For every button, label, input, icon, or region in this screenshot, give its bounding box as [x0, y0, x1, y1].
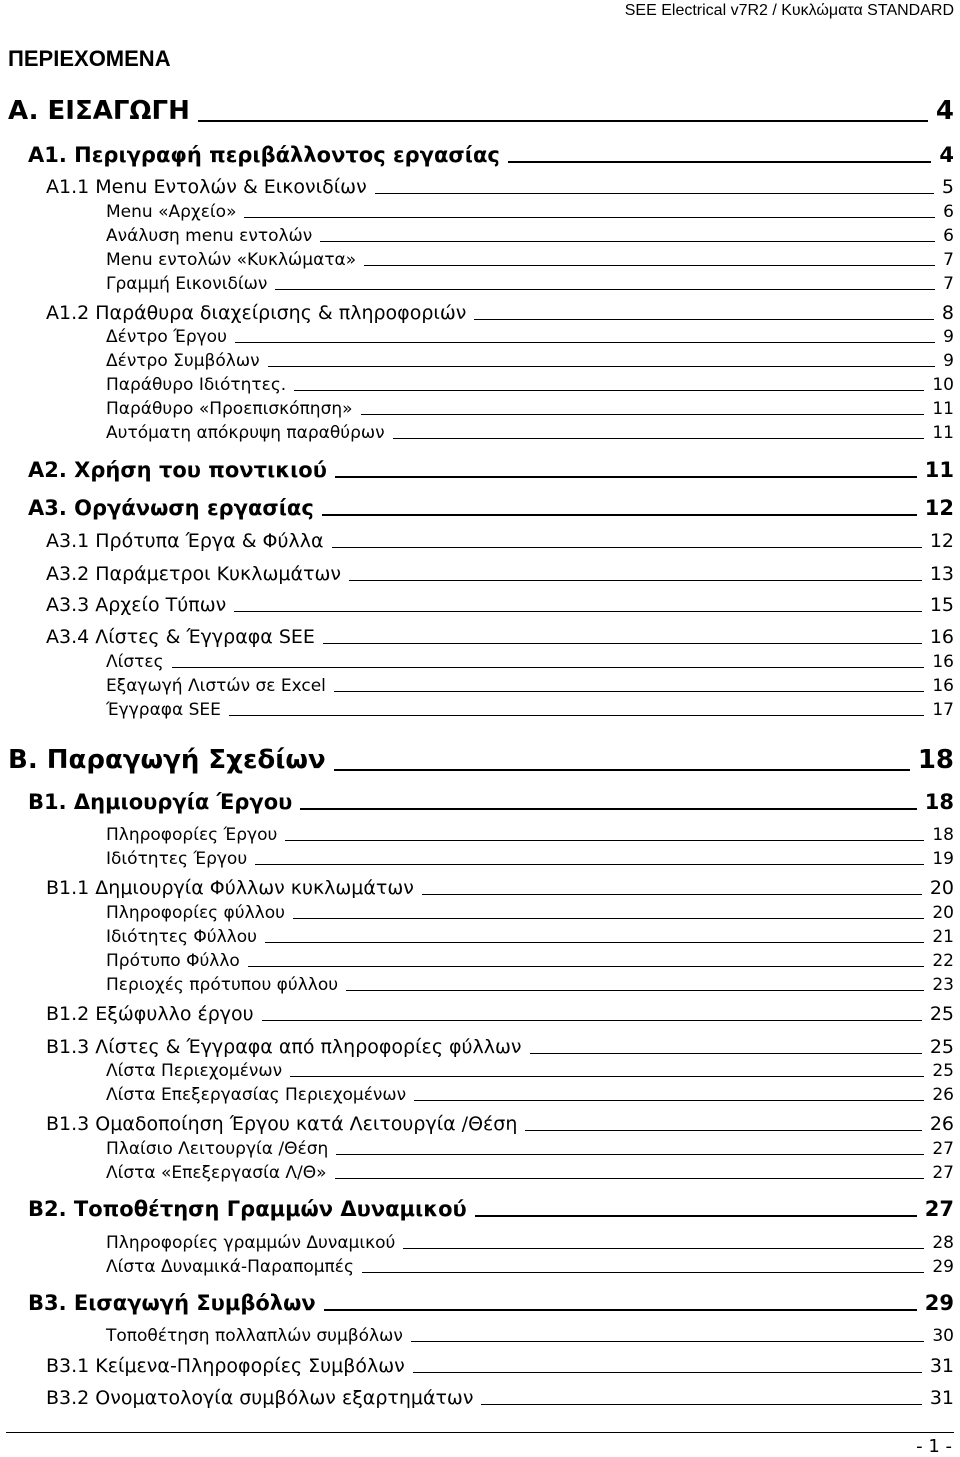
toc-entry[interactable] — [46, 1387, 954, 1409]
dot-leader — [334, 691, 924, 692]
toc-entry-title: Ιδιότητες Φύλλου — [106, 927, 257, 947]
toc-entry-page: 9 — [943, 327, 954, 347]
toc-entry[interactable] — [106, 1233, 954, 1253]
dot-leader — [332, 547, 922, 548]
toc-entry-title: A3.2 Παράμετροι Κυκλωμάτων — [46, 563, 341, 585]
toc-entry-page: 22 — [932, 951, 954, 971]
toc-entry-page: 11 — [924, 458, 954, 482]
toc-entry-page: 31 — [929, 1355, 954, 1377]
dot-leader — [234, 611, 922, 612]
toc-entry[interactable] — [106, 1326, 954, 1346]
dot-leader — [336, 1154, 924, 1155]
toc-entry[interactable] — [46, 1003, 954, 1025]
toc-entry-page: 20 — [932, 903, 954, 923]
toc-entry[interactable] — [106, 825, 954, 845]
dot-leader — [361, 414, 925, 415]
toc-entry-page: 11 — [932, 399, 954, 419]
toc-entry-page: 8 — [941, 302, 954, 324]
dot-leader — [320, 241, 935, 242]
dot-leader — [290, 1076, 924, 1077]
toc-entry-page: 6 — [943, 226, 954, 246]
toc-entry-title: Λίστες — [106, 652, 164, 672]
dot-leader — [475, 1215, 917, 1217]
toc-entry-page: 18 — [932, 825, 954, 845]
toc-entry[interactable] — [46, 1355, 954, 1377]
toc-entry-page: 26 — [932, 1085, 954, 1105]
toc-entry[interactable] — [106, 849, 954, 869]
toc-entry-title: Πληροφορίες Έργου — [106, 825, 278, 845]
toc-entry[interactable] — [106, 1139, 954, 1159]
toc-entry-title: Menu «Αρχείο» — [106, 202, 237, 222]
toc-entry-title: B1.3 Ομαδοποίηση Έργου κατά Λειτουργία /Θέση — [46, 1113, 518, 1135]
toc-entry-page: 25 — [929, 1003, 954, 1025]
toc-entry-title: Τοποθέτηση πολλαπλών συμβόλων — [106, 1326, 403, 1346]
toc-entry-title: A2. Χρήση του ποντικιού — [28, 458, 327, 482]
toc-entry-title: Menu εντολών «Κυκλώματα» — [106, 250, 357, 270]
toc-entry-title: Λίστα «Επεξεργασία Λ/Θ» — [106, 1163, 327, 1183]
dot-leader — [248, 966, 925, 967]
dot-leader — [324, 1309, 917, 1311]
toc-entry[interactable] — [106, 975, 954, 995]
toc-entry-page: 28 — [932, 1233, 954, 1253]
footer-divider — [6, 1432, 954, 1433]
toc-entry-title: A1.1 Menu Εντολών & Εικονιδίων — [46, 176, 367, 198]
toc-entry-page: 9 — [943, 351, 954, 371]
toc-entry-title: Γραμμή Εικονιδίων — [106, 274, 268, 294]
toc-entry[interactable] — [106, 250, 954, 270]
toc-entry[interactable] — [106, 1163, 954, 1183]
toc-entry-title: A1. Περιγραφή περιβάλλοντος εργασίας — [28, 143, 500, 167]
toc-entry-title: Παράθυρο Ιδιότητες. — [106, 375, 287, 395]
toc-entry-page: 6 — [943, 202, 954, 222]
toc-entry-page: 16 — [929, 626, 954, 648]
page-number: - 1 - — [916, 1436, 952, 1457]
toc-entry[interactable] — [106, 903, 954, 923]
dot-leader — [393, 438, 925, 439]
toc-entry-title: Έγγραφα SEE — [106, 700, 221, 720]
toc-title: ΠΕΡΙΕΧΟΜΕΝΑ — [8, 46, 171, 71]
dot-leader — [285, 840, 924, 841]
toc-entry-page: 27 — [924, 1197, 954, 1221]
toc-entry-title: B1.3 Λίστες & Έγγραφα από πληροφορίες φύλλων — [46, 1036, 522, 1058]
dot-leader — [323, 643, 922, 644]
toc-entry[interactable] — [106, 351, 954, 371]
toc-entry[interactable] — [46, 176, 954, 198]
dot-leader — [362, 1272, 924, 1273]
dot-leader — [229, 715, 924, 716]
toc-entry-title: B2. Τοποθέτηση Γραμμών Δυναμικού — [28, 1197, 467, 1221]
toc-entry-title: Δέντρο Έργου — [106, 327, 227, 347]
toc-entry-page: 30 — [932, 1326, 954, 1346]
dot-leader — [364, 265, 935, 266]
dot-leader — [268, 366, 936, 367]
toc-entry-title: B. Παραγωγή Σχεδίων — [8, 745, 326, 775]
toc-entry[interactable] — [106, 951, 954, 971]
toc-entry-page: 15 — [929, 594, 954, 616]
toc-entry-title: B1. Δημιουργία Έργου — [28, 790, 293, 814]
toc-entry[interactable] — [28, 458, 954, 482]
dot-leader — [244, 217, 935, 218]
dot-leader — [375, 193, 934, 194]
toc-entry-page: 27 — [932, 1139, 954, 1159]
toc-entry[interactable] — [46, 563, 954, 585]
dot-leader — [262, 1020, 922, 1021]
toc-entry-title: Περιοχές πρότυπου φύλλου — [106, 975, 339, 995]
toc-entry-page: 20 — [929, 877, 954, 899]
toc-entry-page: 16 — [932, 652, 954, 672]
toc-entry-title: B3. Εισαγωγή Συμβόλων — [28, 1291, 316, 1315]
toc-entry-title: Λίστα Δυναμικά-Παραπομπές — [106, 1257, 354, 1277]
toc-entry[interactable] — [106, 226, 954, 246]
toc-entry-title: A3. Οργάνωση εργασίας — [28, 496, 314, 520]
toc-entry[interactable] — [28, 1197, 954, 1221]
toc-entry-page: 12 — [924, 496, 954, 520]
toc-entry-page: 5 — [941, 176, 954, 198]
toc-entry-page: 29 — [932, 1257, 954, 1277]
toc-entry-title: Πρότυπο Φύλλο — [106, 951, 240, 971]
toc-entry-title: A3.1 Πρότυπα Έργα & Φύλλα — [46, 530, 324, 552]
toc-entry[interactable] — [106, 1061, 954, 1081]
toc-entry[interactable] — [106, 274, 954, 294]
toc-entry-title: Λίστα Περιεχομένων — [106, 1061, 283, 1081]
toc-entry-page: 11 — [932, 423, 954, 443]
dot-leader — [235, 342, 935, 343]
toc-entry[interactable] — [28, 1291, 954, 1315]
toc-entry[interactable] — [8, 745, 954, 775]
toc-entry[interactable] — [46, 1036, 954, 1058]
toc-entry[interactable] — [106, 375, 954, 395]
toc-entry-page: 10 — [932, 375, 954, 395]
toc-entry-title: Πληροφορίες γραμμών Δυναμικού — [106, 1233, 396, 1253]
dot-leader — [300, 808, 916, 810]
toc-entry-page: 7 — [943, 274, 954, 294]
toc-entry-page: 27 — [932, 1163, 954, 1183]
toc-entry[interactable] — [106, 652, 954, 672]
dot-leader — [275, 289, 935, 290]
dot-leader — [198, 120, 928, 122]
toc-entry-title: B3.1 Κείμενα-Πληροφορίες Συμβόλων — [46, 1355, 405, 1377]
toc-entry-page: 29 — [924, 1291, 954, 1315]
dot-leader — [334, 769, 910, 771]
dot-leader — [530, 1053, 922, 1054]
toc-entry[interactable] — [46, 530, 954, 552]
dot-leader — [411, 1341, 925, 1342]
dot-leader — [335, 1178, 925, 1179]
dot-leader — [349, 580, 922, 581]
dot-leader — [322, 514, 917, 516]
dot-leader — [414, 1100, 924, 1101]
toc-entry[interactable] — [28, 496, 954, 520]
dot-leader — [525, 1130, 921, 1131]
toc-entry[interactable] — [46, 877, 954, 899]
dot-leader — [346, 990, 924, 991]
toc-entry-title: A3.3 Αρχείο Τύπων — [46, 594, 227, 616]
toc-entry-title: A1.2 Παράθυρα διαχείρισης & πληροφοριών — [46, 302, 467, 324]
toc-entry[interactable] — [28, 790, 954, 814]
toc-entry-title: B1.1 Δημιουργία Φύλλων κυκλωμάτων — [46, 877, 414, 899]
dot-leader — [403, 1248, 924, 1249]
toc-entry[interactable] — [106, 676, 954, 696]
toc-entry-title: A3.4 Λίστες & Έγγραφα SEE — [46, 626, 315, 648]
toc-entry-page: 25 — [929, 1036, 954, 1058]
dot-leader — [474, 319, 934, 320]
toc-entry[interactable] — [28, 143, 954, 167]
toc-entry-title: B3.2 Ονοματολογία συμβόλων εξαρτημάτων — [46, 1387, 474, 1409]
dot-leader — [413, 1372, 922, 1373]
toc-entry-page: 18 — [924, 790, 954, 814]
toc-entry-title: Ανάλυση menu εντολών — [106, 226, 313, 246]
toc-entry-page: 13 — [929, 563, 954, 585]
toc-entry-page: 21 — [932, 927, 954, 947]
toc-entry-page: 23 — [932, 975, 954, 995]
toc-entry-title: A. ΕΙΣΑΓΩΓΗ — [8, 96, 190, 126]
toc-entry[interactable] — [46, 1113, 954, 1135]
toc-entry[interactable] — [106, 1085, 954, 1105]
dot-leader — [172, 667, 925, 668]
dot-leader — [294, 390, 924, 391]
toc-entry[interactable] — [106, 700, 954, 720]
dot-leader — [335, 476, 917, 478]
dot-leader — [265, 942, 924, 943]
toc-entry[interactable] — [46, 594, 954, 616]
toc-entry-page: 17 — [932, 700, 954, 720]
dot-leader — [481, 1404, 921, 1405]
dot-leader — [422, 894, 922, 895]
toc-entry-page: 31 — [929, 1387, 954, 1409]
toc-entry-title: Εξαγωγή Λιστών σε Excel — [106, 676, 326, 696]
toc-entry-title: Δέντρο Συμβόλων — [106, 351, 260, 371]
toc-entry-page: 4 — [939, 143, 954, 167]
dot-leader — [255, 864, 924, 865]
toc-entry-page: 16 — [932, 676, 954, 696]
toc-entry[interactable] — [46, 626, 954, 648]
toc-entry-page: 19 — [932, 849, 954, 869]
toc-entry[interactable] — [106, 202, 954, 222]
dot-leader — [293, 918, 924, 919]
toc-entry-page: 18 — [917, 745, 954, 775]
toc-entry-page: 26 — [929, 1113, 954, 1135]
toc-entry-title: Λίστα Επεξεργασίας Περιεχομένων — [106, 1085, 407, 1105]
toc-entry[interactable] — [8, 96, 954, 126]
toc-entry-page: 4 — [935, 96, 954, 126]
toc-entry-title: Παράθυρο «Προεπισκόπηση» — [106, 399, 353, 419]
toc-entry[interactable] — [106, 399, 954, 419]
toc-entry-title: Ιδιότητες Έργου — [106, 849, 248, 869]
toc-entry[interactable] — [106, 927, 954, 947]
dot-leader — [508, 161, 932, 163]
toc-entry[interactable] — [106, 327, 954, 347]
page-header: SEE Electrical v7R2 / Κυκλώματα STANDARD — [624, 2, 954, 19]
toc-entry-page: 7 — [943, 250, 954, 270]
toc-entry-page: 25 — [932, 1061, 954, 1081]
toc-entry-title: B1.2 Εξώφυλλο έργου — [46, 1003, 254, 1025]
toc-entry[interactable] — [106, 423, 954, 443]
toc-entry-title: Πλαίσιο Λειτουργία /Θέση — [106, 1139, 329, 1159]
toc-entry-title: Πληροφορίες φύλλου — [106, 903, 285, 923]
toc-entry-title: Αυτόματη απόκρυψη παραθύρων — [106, 423, 385, 443]
toc-entry[interactable] — [106, 1257, 954, 1277]
toc-entry-page: 12 — [929, 530, 954, 552]
toc-entry[interactable] — [46, 302, 954, 324]
